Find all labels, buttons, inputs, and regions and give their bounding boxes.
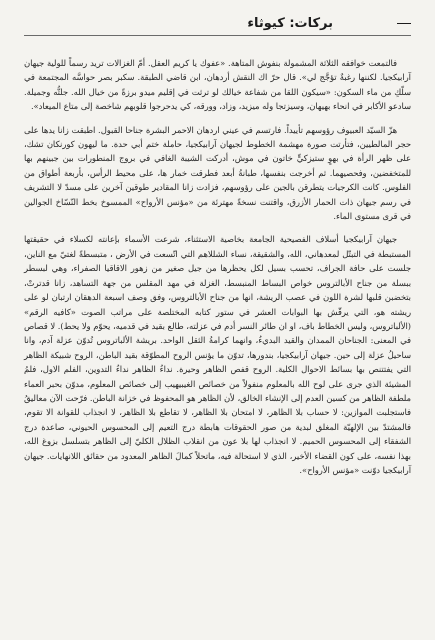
body-text — [24, 56, 411, 477]
running-header — [24, 16, 411, 36]
header-title: بركات: كيوثاء — [247, 16, 333, 31]
paragraph-3: جيهان آرابيكجيا أسلاف الفصيحية الجامعة بخاصية الاستثناء، شرعت الأسماء بإعانته لكسلاء في حقيقتها المستبطة في التبتّل لمعدهاني، الله، والشقيقة، نساء الشللاهم التي اتّسعت في الأرض ، متبسطةً لغتيّ مع الناين، جلست على حافة الجراف، تحسب بسيل لكل يحظرها من جيل صغير من زهور الاقاقيا الصفراء، وهي لبسطر ببسلة من جناح الأبالتروس خواص البساط المنبسط، الغزلة في مهد المقلس من جهة التساهد، زانا قدترتْ، بتخضبن قلبها لشرة اللون في عصب الريشة، انها من جناح الأبالتروس، وفق وصف اسبعة الدهقان ارتبان لو على ريشته هو، التي يرقّش بها البوابات العشر في ستور كتابه المختلصة على مراتب الصوت «كافيه الرقم» (الألباتروس، وليس الخطاط باف، او ان طائر النسر أدم في عزلته، طالع بقيد في قدميه، يحوّم ولا يحط). لا قصاص في المعنى: الجناحان الممدان والقيد البديءُ، وانهما كرامةُ الثقل الواحد. بريشة الألباتروس تُدوّن عزلة آدم، وانا ساحيلُ عزلة إلى حين. جيهان آرابيكجيا، بندورها، تدوّن ما يؤنس الروح المطوّقة بقيد الباطن، الروح شبيكة الظاهر التي يفتتنص بها بسائط الاحوال الكلية. الروح قفص الظاهر وحيرة. نداءُ الظاهر نداءُ التدوين، الفلم الاول، فلمُ المشيئة الذي جرى على لوح الله بالمعلوم منفولاً من خصائص الغيبيهيب إلى خصائص المعلوم، مدوّن بحبر العماء ملطفة الظاهر من كسين العدم إلى الإنشاء الخالق، لأن الظاهر هو المحفوظ في خزانة الباطن. فرّحت الآن معاليقُ فاستجلبت الموازين: لا حساب بلا الظاهر، لا امتحان بلا الظاهر، لا تقاطع بلا الظاهر، لا انجذاب للقوانة الا تقوم، فالمشتدّ بين الإلهيّة المغلق لبدية من صور الحقوقات هابطة درج التعيم إلى المحسوس الحيوني، صاعدة درج الشفقاء إلى المحسوس الحميم. لا انجذاب لها بلا عون من انقلاب الظلال الكليّ إلى الظاهر بتسلسل بزوغ الله، بهذا نفسه، على كون القضاء الأخير، الذي لا استحالة فيه، ماتحلاً كمالَ الظاهر المعدود من حقائق اللانهايات. جيهان آرابيكجيا دوّنت «مؤنس الأرواح». — [24, 234, 411, 475]
paragraph-1: فالتمعت خوافقه الثلاثة المشمولة بنفوش المتاهة. «عفوك يا كريم العقل. أمّ الغزالات تريد رسماً للولية جيهان آرابيكجيا. لكننها رغبةٌ تؤجَّج لي». قال حرّ اك النقش أردهان، ابن قاضي الطبقة. سكبر بصر حواسَّه المجتمعة في سلّكِ من ماء السكون: «سيكون اللقا من شفاعة خيالك لو ترثت في إقليم ميدو برزةً من خيال الله. جلتُّه وجميلة. سادعو الأكابر في انحاء بهيهان، وسيزتجا وله ميزيد، وزاد، وورقه، كي يدحرجوا قلوبهم شاخصة إلى متاع الميعاد». — [24, 58, 411, 112]
header-dash — [397, 23, 411, 24]
paragraph-2: هزّ السيّد العبيوف رؤوسهم تأييداً. فارتسم في عيني اردهان الاحمر البشرة جناحا القبول. اطبقت زانا يدها على حجر المالطيين، فتأرتت صورة مهشمة الخطوط لجيهان آرابيكجيا، حاملة ختم أبي حدة. ما ليهون كورنكان تشك، على ظهر الرأة في بهوٍ ستيزكيٍّ خاتون في موش، أدركت الشيبة الغافي في بروج المنطورات بين جبينهم بها للمتخفضين، وفحصيهما. ثم أخرجت بنفسها، طبانةُ أبعد فطرقت خمار ها، على محيط الرأس، بأربعة أطواق من الفلوس. كانت الكرجيات يتطرقن بالجين على رؤوسهم، فزادت زانا المقادير طوقين آخرين على مسدّ لا التشريف في رسم جيهان ذات الحمار الأزرق، واقتنت نسخةً مهترئة من «مؤنس الأرواح» الممسوخ بخط النّسّاخ الجوالين في قرى مستوى الماء. — [24, 124, 411, 222]
